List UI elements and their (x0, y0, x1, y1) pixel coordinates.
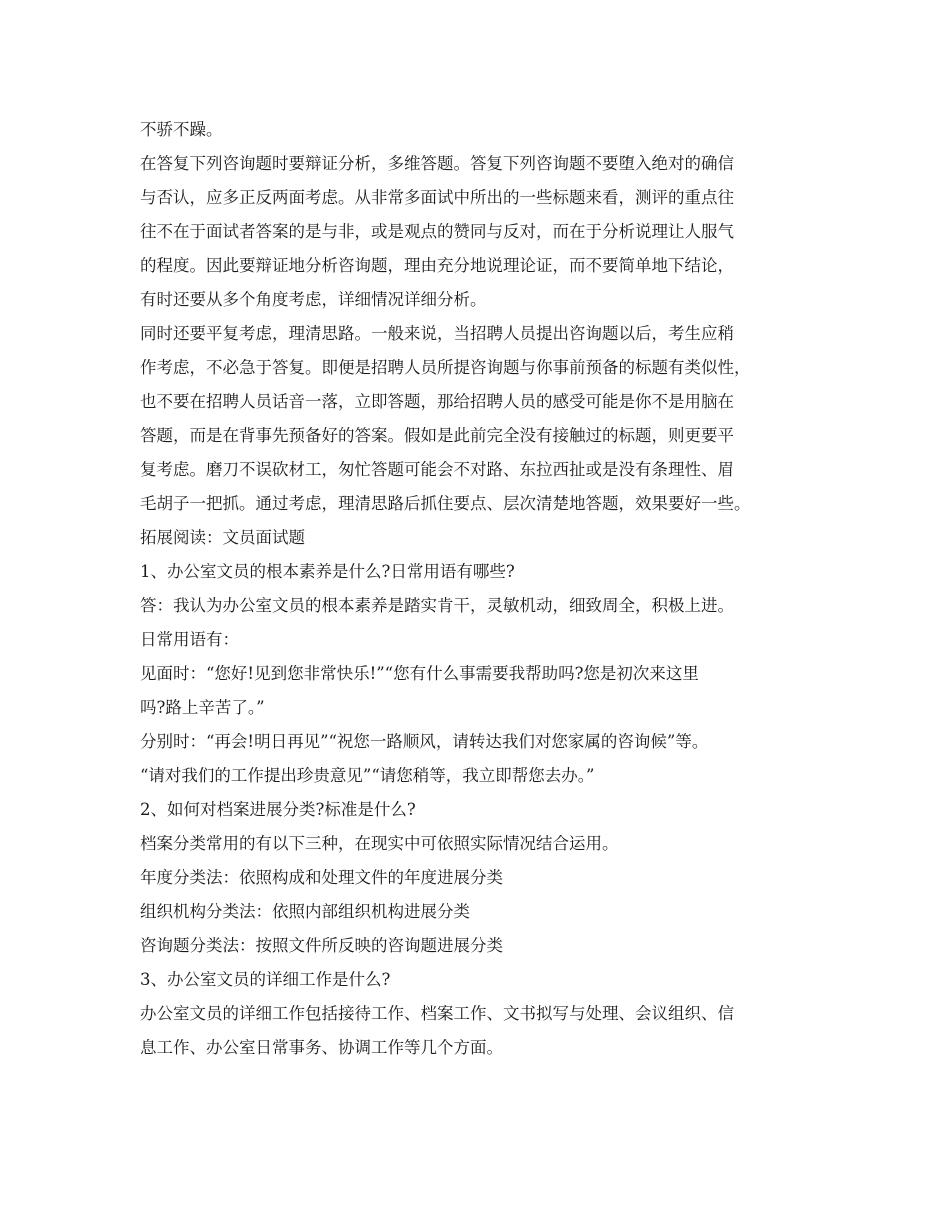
text-line: 咨询题分类法：按照文件所反映的咨询题进展分类 (140, 936, 503, 955)
text-line: 毛胡子一把抓。通过考虑，理清思路后抓住要点、层次清楚地答题，效果要好一些。 (140, 494, 751, 513)
text-line: 在答复下列咨询题时要辩证分析，多维答题。答复下列咨询题不要堕入绝对的确信 (140, 154, 734, 173)
text-line: 日常用语有： (140, 630, 239, 649)
text-line: 也不要在招聘人员话音一落，立即答题，那给招聘人员的感受可能是你不是用脑在 (140, 392, 734, 411)
document-body (140, 113, 835, 1065)
text-line: 见面时：“您好!见到您非常快乐!”“您有什么事需要我帮助吗?您是初次来这里 (140, 664, 699, 683)
text-line: 年度分类法：依照构成和处理文件的年度进展分类 (140, 868, 503, 887)
text-line: 复考虑。磨刀不误砍材工，匆忙答题可能会不对路、东拉西扯或是没有条理性、眉 (140, 460, 734, 479)
question-heading: 2、如何对档案进展分类?标准是什么? (140, 800, 416, 819)
text-line: 答题，而是在背事先预备好的答案。假如是此前完全没有接触过的标题，则更要平 (140, 426, 734, 445)
text-line: 不骄不躁。 (140, 120, 223, 139)
text-line: 办公室文员的详细工作包括接待工作、档案工作、文书拟写与处理、会议组织、信 (140, 1004, 734, 1023)
text-line: 档案分类常用的有以下三种，在现实中可依照实际情况结合运用。 (140, 834, 619, 853)
question-heading: 1、办公室文员的根本素养是什么?日常用语有哪些? (140, 562, 515, 581)
text-line: 有时还要从多个角度考虑，详细情况详细分析。 (140, 290, 487, 309)
text-line: 息工作、办公室日常事务、协调工作等几个方面。 (140, 1038, 503, 1057)
section-heading: 拓展阅读：文员面试题 (140, 528, 305, 547)
text-line: 吗?路上辛苦了。” (140, 698, 265, 717)
text-line: 同时还要平复考虑，理清思路。一般来说，当招聘人员提出咨询题以后，考生应稍 (140, 324, 734, 343)
text-line: 作考虑，不必急于答复。即便是招聘人员所提咨询题与你事前预备的标题有类似性， (140, 358, 751, 377)
text-line: 往不在于面试者答案的是与非，或是观点的赞同与反对，而在于分析说理让人服气 (140, 222, 734, 241)
text-line: 的程度。因此要辩证地分析咨询题，理由充分地说理论证，而不要简单地下结论， (140, 256, 734, 275)
text-line: 分别时：“再会!明日再见”“祝您一路顺风，请转达我们对您家属的咨询候”等。 (140, 732, 709, 751)
question-heading: 3、办公室文员的详细工作是什么? (140, 970, 391, 989)
text-line: 组织机构分类法：依照内部组织机构进展分类 (140, 902, 470, 921)
text-line: “请对我们的工作提出珍贵意见”“请您稍等，我立即帮您去办。” (140, 766, 595, 785)
text-line: 与否认，应多正反两面考虑。从非常多面试中所出的一些标题来看，测评的重点往 (140, 188, 734, 207)
text-line: 答：我认为办公室文员的根本素养是踏实肯干，灵敏机动，细致周全，积极上进。 (140, 596, 734, 615)
